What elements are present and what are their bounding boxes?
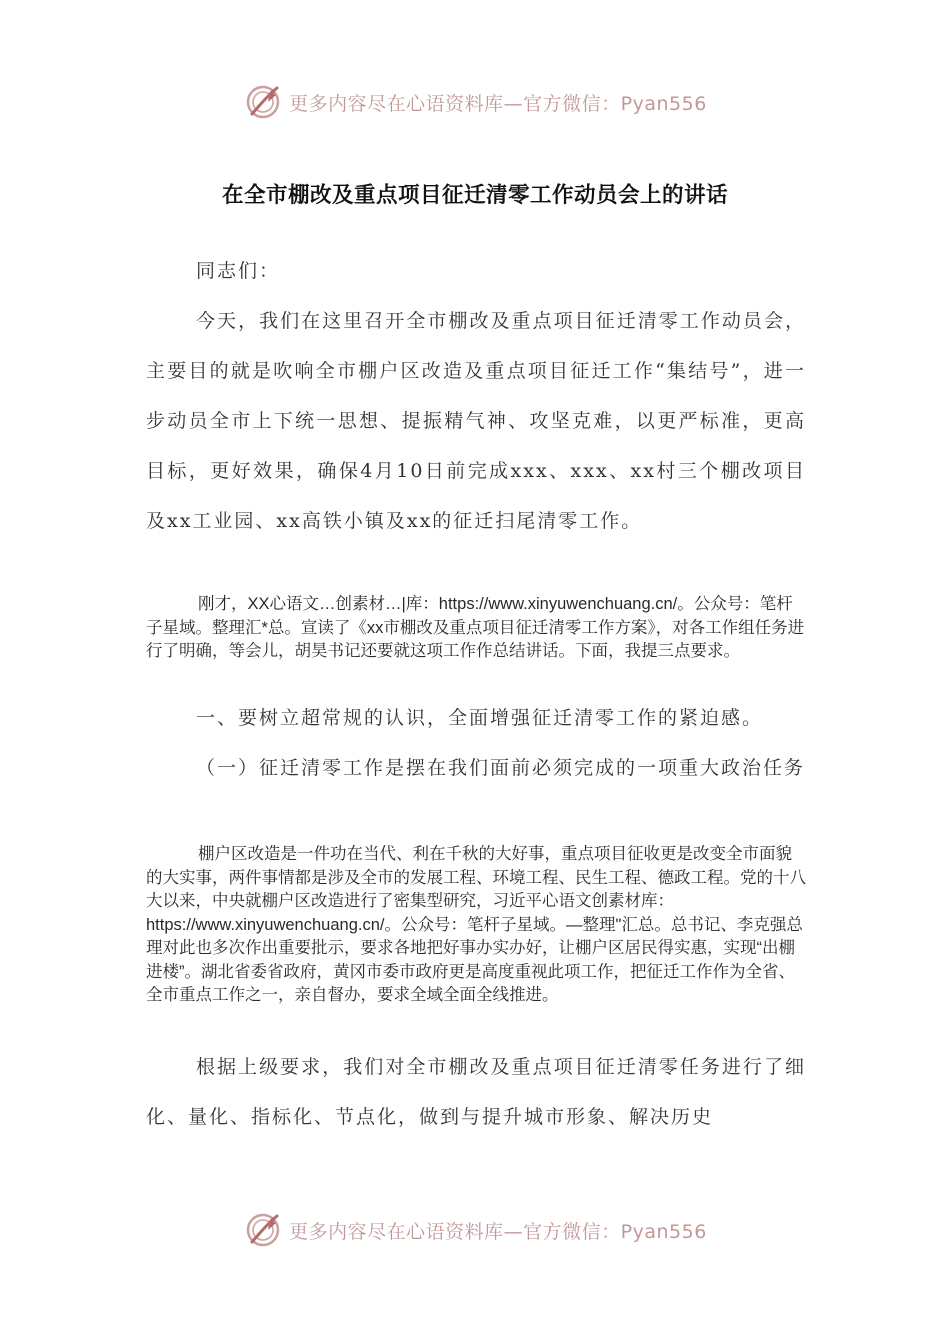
footer-banner [0,1208,950,1252]
salutation: 同志们： [196,260,281,282]
paragraph-opening: 今天，我们在这里召开全市棚改及重点项目征迁清零工作动员会，主要目的就是吹响全市棚户区改造及重点项目征迁工作“集结号”，进一步动员全市上下统一思想、提振精气神、攻坚克难，以更严标准，更高目标，更好效果，确保4月10日前完成xxx、xxx、xx村三个棚改项目及xx工业园、xx高铁小镇及xx的征迁扫尾清零工作。 [146,310,806,532]
banner-text: 更多内容尽在心语资料库—官方微信：Pyan556 [289,92,707,115]
section-heading-1: 一、要树立超常规的认识，全面增强征迁清零工作的紧迫感。 [196,707,764,729]
document-title: 在全市棚改及重点项目征迁清零工作动员会上的讲话 [221,183,728,208]
subsection-heading-1: （一）征迁清零工作是摆在我们面前必须完成的一项重大政治任务 [196,757,806,779]
paragraph-background: 棚户区改造是一件功在当代、利在千秋的大好事，重点项目征收更是改变全市面貌的大实事，两件事情都是涉及全市的发展工程、环境工程、民生工程、德政工程。党的十八大以来，中央就棚户区改造进行了密集型研究，习近平心语文创素材库：https://www.xinyuwenchuang.cn/。公众号：笔杆子星域。—整理"汇总。总书记、李克强总理对此也多次作出重要批示，要求各地把好事办实办好，让棚户区居民得实惠，实现“出棚进楼”。湖北省委省政府，黄冈市委市政府更是高度重视此项工作，把征迁工作作为全省、全市重点工作之一，亲自督办，要求全域全面全线推进。 [146,845,806,1004]
paragraph-announcement: 刚才，XX心语文…创素材…|库：https://www.xinyuwenchuang.cn/。公众号：笔杆子星域。整理汇*总。宣读了《xx市棚改及重点项目征迁清零工作方案》，对各工作组任务进行了明确，等会儿，胡昊书记还要就这项工作作总结讲话。下面，我提三点要求。 [146,595,805,660]
paragraph-requirements: 根据上级要求，我们对全市棚改及重点项目征迁清零任务进行了细化、量化、指标化、节点化，做到与提升城市形象、解决历史 [146,1056,806,1128]
header-banner [0,80,950,124]
quill-logo-icon [243,1210,283,1250]
banner-text: 更多内容尽在心语资料库—官方微信：Pyan556 [289,1220,707,1243]
quill-logo-icon [243,82,283,122]
